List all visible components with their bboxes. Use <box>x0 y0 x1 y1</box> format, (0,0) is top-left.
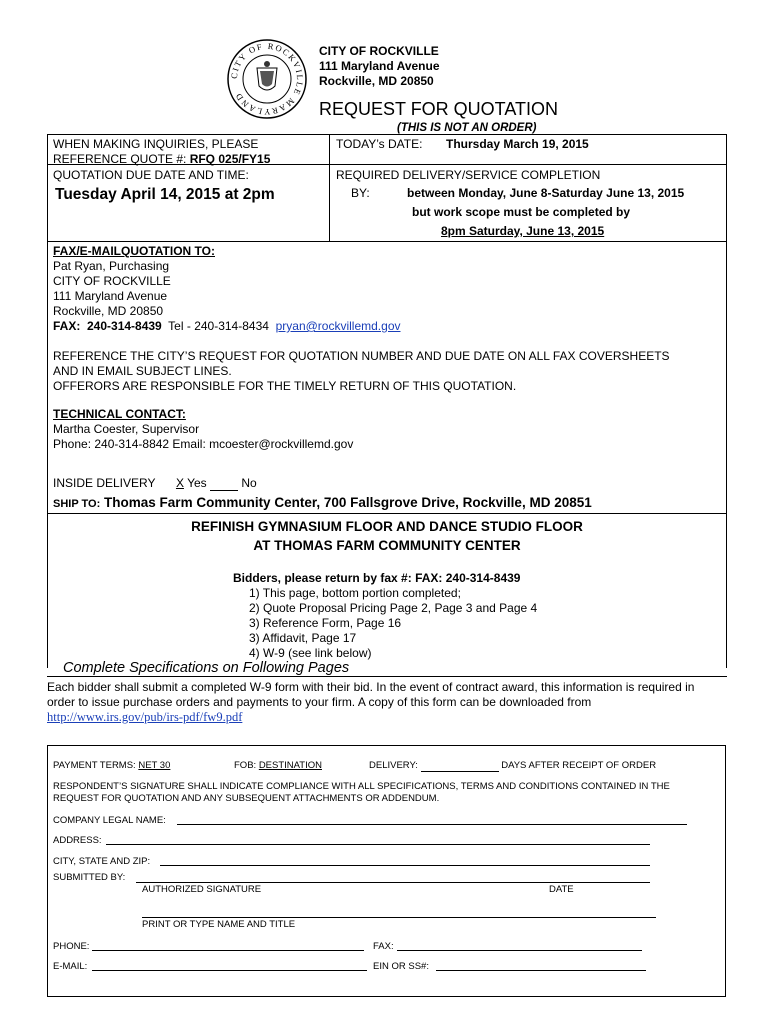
payment-terms-value: NET 30 <box>138 760 171 771</box>
inside-delivery-no: No <box>241 476 257 490</box>
project-title-line2: AT THOMAS FARM COMMUNITY CENTER <box>253 538 521 553</box>
notice-line3: OFFERORS ARE RESPONSIBLE FOR THE TIMELY RETURN OF THIS QUOTATION. <box>53 379 517 393</box>
city-street: 111 Maryland Avenue <box>319 59 440 73</box>
todays-date-label: TODAY’s DATE: <box>336 137 423 151</box>
due-date-label: QUOTATION DUE DATE AND TIME: <box>53 168 249 182</box>
completion-deadline: 8pm Saturday, June 13, 2015 <box>441 224 605 238</box>
technical-phone-email: Phone: 240-314-8842 Email: mcoester@rockvillemd.gov <box>53 437 354 451</box>
w9-paragraph <box>47 680 732 725</box>
fax-label: FAX: <box>373 941 394 952</box>
ein-label: EIN OR SS#: <box>373 961 429 972</box>
w9-download-link[interactable]: http://www.irs.gov/pub/irs-pdf/fw9.pdf <box>47 710 243 724</box>
compliance-line1: RESPONDENT’S SIGNATURE SHALL INDICATE COMPLIANCE WITH ALL SPECIFICATIONS, TERMS AND CONDITIONS CONTAINED IN THE <box>53 781 670 792</box>
by-label: BY: <box>351 186 370 200</box>
address-field[interactable] <box>106 844 650 845</box>
purchasing-contact: Pat Ryan, Purchasing <box>53 259 170 273</box>
due-date-value: Tuesday April 14, 2015 at 2pm <box>55 186 275 203</box>
delivery-label: DELIVERY: <box>369 760 418 771</box>
email-field[interactable] <box>92 970 367 971</box>
phone-label: PHONE: <box>53 941 90 952</box>
inquiries-cell <box>53 137 270 167</box>
box-top-border <box>47 134 727 135</box>
date-caption: DATE <box>549 884 574 895</box>
todays-date-value: Thursday March 19, 2015 <box>446 137 589 151</box>
city-address <box>319 44 440 89</box>
notice-line1: REFERENCE THE CITY’S REQUEST FOR QUOTATION NUMBER AND DUE DATE ON ALL FAX COVERSHEETS <box>53 349 670 363</box>
purchasing-street: 111 Maryland Avenue <box>53 289 168 303</box>
authorized-signature-caption: AUTHORIZED SIGNATURE <box>142 884 262 895</box>
payment-terms <box>53 760 170 772</box>
city-state-zip-label: CITY, STATE AND ZIP: <box>53 856 151 867</box>
ship-to-row <box>53 495 592 510</box>
city-state-zip: Rockville, MD 20850 <box>319 74 434 88</box>
tel-number: Tel - 240-314-8434 <box>161 319 276 333</box>
print-name-field[interactable] <box>142 917 656 918</box>
complete-specs-note: Complete Specifications on Following Pages <box>63 660 350 676</box>
signature-field[interactable] <box>136 882 650 883</box>
document-title: REQUEST FOR QUOTATION <box>319 99 559 119</box>
address-label: ADDRESS: <box>53 835 102 846</box>
project-title <box>47 517 727 555</box>
fax-number: FAX: 240-314-8439 <box>53 319 162 333</box>
purchasing-org: CITY OF ROCKVILLE <box>53 274 171 288</box>
bidders-return-note: Bidders, please return by fax #: FAX: 240-314-8439 <box>233 571 521 585</box>
delivery-days-field[interactable] <box>421 760 499 772</box>
purchasing-email-link[interactable]: pryan@rockvillemd.gov <box>275 319 401 333</box>
technical-heading: TECHNICAL CONTACT: <box>53 407 186 421</box>
fob-value: DESTINATION <box>258 760 322 771</box>
delivery-days <box>369 760 656 772</box>
technical-contact <box>53 407 353 452</box>
delivery-days-suffix: DAYS AFTER RECEIPT OF ORDER <box>501 760 657 771</box>
purchasing-city: Rockville, MD 20850 <box>53 304 164 318</box>
return-item: 1) This page, bottom portion completed; <box>249 586 461 600</box>
submitted-by-label: SUBMITTED BY: <box>53 872 126 883</box>
inside-delivery-label: INSIDE DELIVERY <box>53 476 156 490</box>
fax-section <box>53 244 401 334</box>
box-bottom-border <box>47 676 727 677</box>
box-middle-divider <box>329 134 330 241</box>
inside-delivery-row <box>53 476 257 491</box>
compliance-statement <box>53 781 670 805</box>
city-name: CITY OF ROCKVILLE <box>319 44 439 58</box>
project-title-line1: REFINISH GYMNASIUM FLOOR AND DANCE STUDIO FLOOR <box>191 519 583 534</box>
not-an-order-note: (THIS IS NOT AN ORDER) <box>397 122 537 134</box>
box-left-border <box>47 134 48 668</box>
fax-heading: FAX/E-MAILQUOTATION TO: <box>53 244 215 258</box>
ein-field[interactable] <box>436 970 646 971</box>
ship-to-label: SHIP TO: <box>53 498 101 510</box>
inside-delivery-yes-mark[interactable]: X <box>175 476 184 490</box>
inside-delivery-yes: Yes <box>187 476 207 490</box>
company-name-label: COMPANY LEGAL NAME: <box>53 815 166 826</box>
fax-field[interactable] <box>397 950 642 951</box>
technical-name: Martha Coester, Supervisor <box>53 422 200 436</box>
fob-terms <box>234 760 322 772</box>
inside-delivery-no-blank[interactable] <box>210 479 238 491</box>
notice-block <box>53 349 670 394</box>
return-item: 2) Quote Proposal Pricing Page 2, Page 3 and Page 4 <box>249 601 538 615</box>
city-state-zip-field[interactable] <box>160 865 650 866</box>
return-item: 3) Reference Form, Page 16 <box>249 616 402 630</box>
phone-field[interactable] <box>92 950 364 951</box>
city-seal <box>226 38 308 120</box>
company-name-field[interactable] <box>177 824 687 825</box>
w9-line2: order to issue purchase orders and payments to your firm. A copy of this form can be downloaded from <box>47 695 592 709</box>
completion-window: between Monday, June 8-Saturday June 13, 2015 <box>407 186 685 200</box>
box-right-border <box>726 134 727 668</box>
completion-label: REQUIRED DELIVERY/SERVICE COMPLETION <box>336 168 601 182</box>
notice-line2: AND IN EMAIL SUBJECT LINES. <box>53 364 232 378</box>
w9-line1: Each bidder shall submit a completed W-9 form with their bid. In the event of contract award, this information is required in <box>47 680 695 694</box>
return-items-list <box>249 586 537 661</box>
inquiries-line1: WHEN MAKING INQUIRIES, PLEASE <box>53 137 259 151</box>
svg-text:CITY OF ROCKVILLE MARYLAND: CITY OF ROCKVILLE MARYLAND <box>228 40 306 118</box>
completion-scope: but work scope must be completed by <box>412 205 631 219</box>
return-item: 3) Affidavit, Page 17 <box>249 631 357 645</box>
row-divider <box>47 241 727 242</box>
ship-to-address: Thomas Farm Community Center, 700 Fallsgrove Drive, Rockville, MD 20851 <box>104 495 592 510</box>
payment-terms-label: PAYMENT TERMS: <box>53 760 139 771</box>
fob-label: FOB: <box>234 760 259 771</box>
quote-number: RFQ 025/FY15 <box>189 152 271 166</box>
reference-quote-label: REFERENCE QUOTE #: <box>53 152 190 166</box>
row-divider <box>47 513 727 514</box>
email-label: E-MAIL: <box>53 961 88 972</box>
return-item: 4) W-9 (see link below) <box>249 646 372 660</box>
print-name-caption: PRINT OR TYPE NAME AND TITLE <box>142 919 296 930</box>
compliance-line2: REQUEST FOR QUOTATION AND ANY SUBSEQUENT ATTACHMENTS OR ADDENDUM. <box>53 793 440 804</box>
